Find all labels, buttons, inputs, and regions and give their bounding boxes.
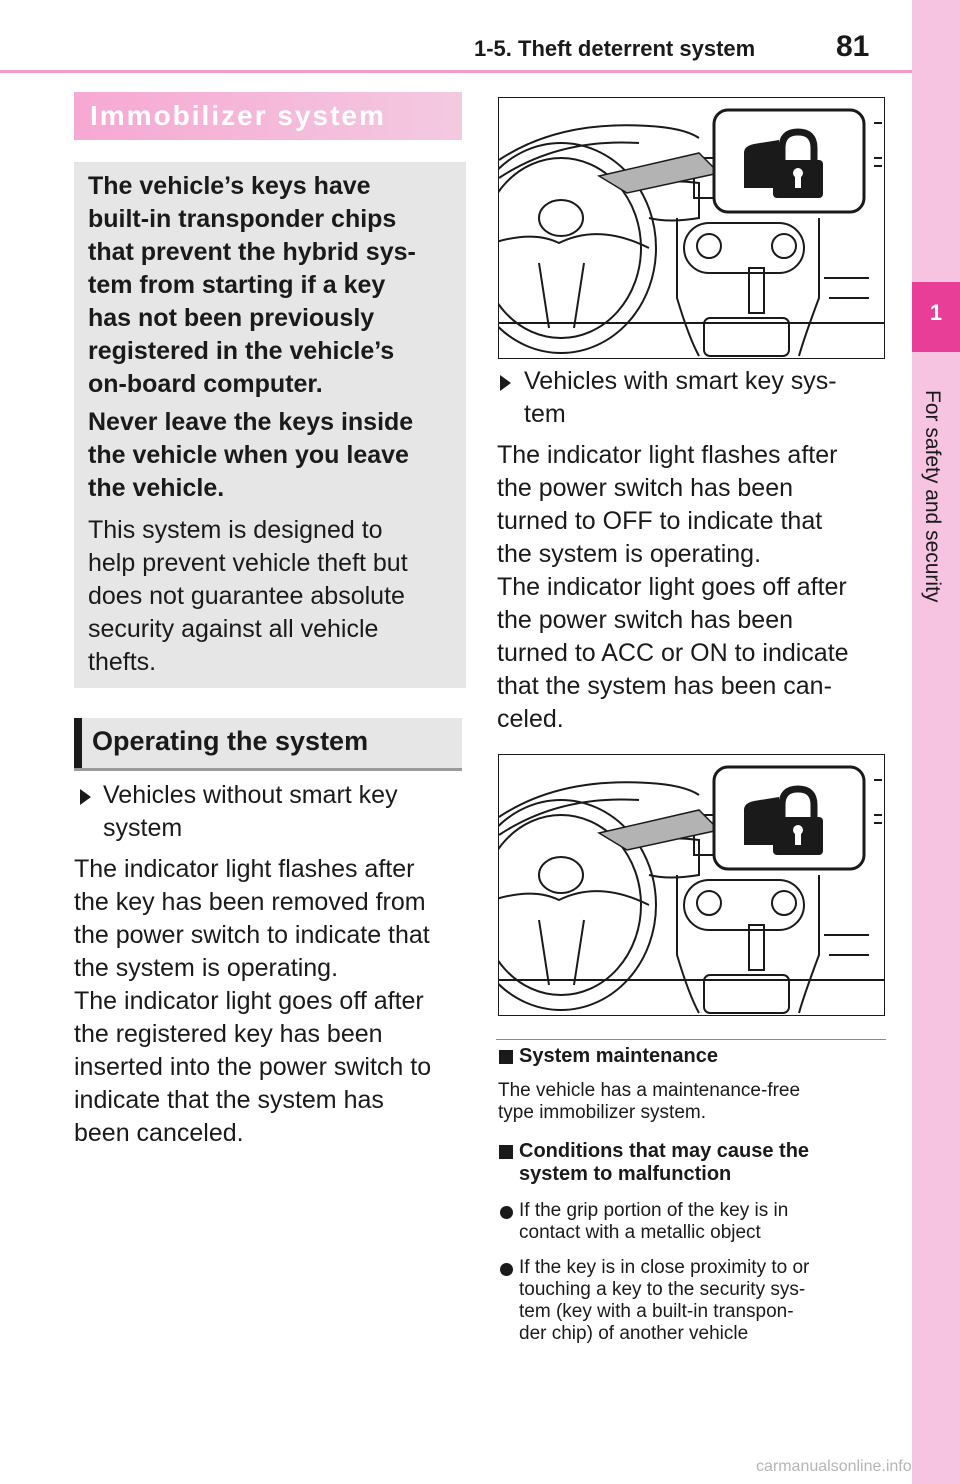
text-line: that prevent the hybrid sys- [88,238,416,266]
text-line: tem [524,400,566,428]
text-line: The indicator light goes off after [497,573,847,601]
text-line: Conditions that may cause the [519,1140,810,1162]
text-line: help prevent vehicle theft but [88,549,408,577]
text-line: der chip) of another vehicle [519,1323,749,1344]
text-line: the system is operating. [74,954,339,982]
text-line: the power switch to indicate that [74,921,430,949]
text-line: system [103,814,183,842]
chapter-side-tab [912,0,960,1484]
text-line: the vehicle when you leave [88,441,409,469]
text-line: Never leave the keys inside [88,408,414,436]
text-line: The indicator light goes off after [74,987,424,1015]
body-without-smart-key [74,853,464,1150]
bullet-without-smart-key [103,779,453,845]
text-line: type immobilizer system. [498,1102,706,1123]
text-line: the power switch has been [497,606,794,634]
text-line: on-board computer. [88,370,323,398]
heading-rule [74,768,462,771]
dashboard-drawing [499,755,884,1015]
heading-bar [74,718,82,768]
bold-paragraph-warning [88,406,458,505]
triangle-bullet-icon [500,375,511,391]
text-line: the system is operating. [497,540,762,568]
text-line: tem (key with a built-in transpon- [519,1301,794,1322]
text-line: Vehicles without smart key [103,781,398,809]
text-line: registered in the vehicle’s [88,337,395,365]
info-box [74,162,466,688]
chapter-number: 1 [929,300,943,325]
note-body-maintenance [498,1080,868,1124]
square-bullet-icon [499,1050,513,1064]
text-line: has not been previously [88,304,375,332]
body-with-smart-key [497,439,887,736]
malfunction-item [519,1257,889,1345]
text-line: The indicator light flashes after [497,441,838,469]
header-rule [0,70,912,73]
page-number: 81 [836,30,870,63]
text-line: inserted into the power switch to [74,1053,432,1081]
text-line: the power switch has been [497,474,794,502]
section-heading-text: Operating the system [92,726,369,756]
text-line: touching a key to the security sys- [519,1279,806,1300]
text-line: contact with a metallic object [519,1222,761,1243]
text-line: security against all vehicle [88,615,379,643]
watermark: carmanualsonline.info [756,1458,912,1475]
note-heading-maintenance: System maintenance [519,1045,718,1067]
text-line: The indicator light flashes after [74,855,415,883]
section-heading-immobilizer [74,92,462,140]
bullet-with-smart-key [524,365,884,431]
dashboard-illustration [498,754,885,1016]
chapter-title: For safety and security [921,390,944,603]
plain-paragraph [88,514,458,679]
text-line: the key has been removed from [74,888,426,916]
text-line: tem from starting if a key [88,271,386,299]
text-line: The vehicle has a maintenance-free [498,1080,801,1101]
text-line: the registered key has been [74,1020,383,1048]
triangle-bullet-icon [80,789,91,805]
section-heading-text: Immobilizer system [90,100,386,131]
text-line: does not guarantee absolute [88,582,405,610]
running-header: 1-5. Theft deterrent system [474,36,756,61]
text-line: celed. [497,705,564,733]
text-line: If the key is in close proximity to or [519,1257,810,1278]
dashboard-drawing [499,98,884,358]
square-bullet-icon [499,1145,513,1159]
text-line: thefts. [88,648,157,676]
text-line: turned to ACC or ON to indicate [497,639,849,667]
text-line: This system is designed to [88,516,383,544]
text-line: The vehicle’s keys have [88,172,371,200]
bold-paragraph [88,170,458,401]
text-line: If the grip portion of the key is in [519,1200,789,1221]
text-line: that the system has been can- [497,672,832,700]
text-line: Vehicles with smart key sys- [524,367,837,395]
section-heading-operating [74,718,462,768]
text-line: system to malfunction [519,1163,732,1185]
dashboard-illustration [498,97,885,359]
circle-bullet-icon [500,1206,513,1219]
text-line: built-in transponder chips [88,205,397,233]
text-line: the vehicle. [88,474,225,502]
text-line: been canceled. [74,1119,244,1147]
text-line: indicate that the system has [74,1086,384,1114]
text-line: turned to OFF to indicate that [497,507,823,535]
circle-bullet-icon [500,1263,513,1276]
note-heading-malfunction [519,1140,889,1186]
divider [496,1039,886,1040]
malfunction-item [519,1200,889,1244]
